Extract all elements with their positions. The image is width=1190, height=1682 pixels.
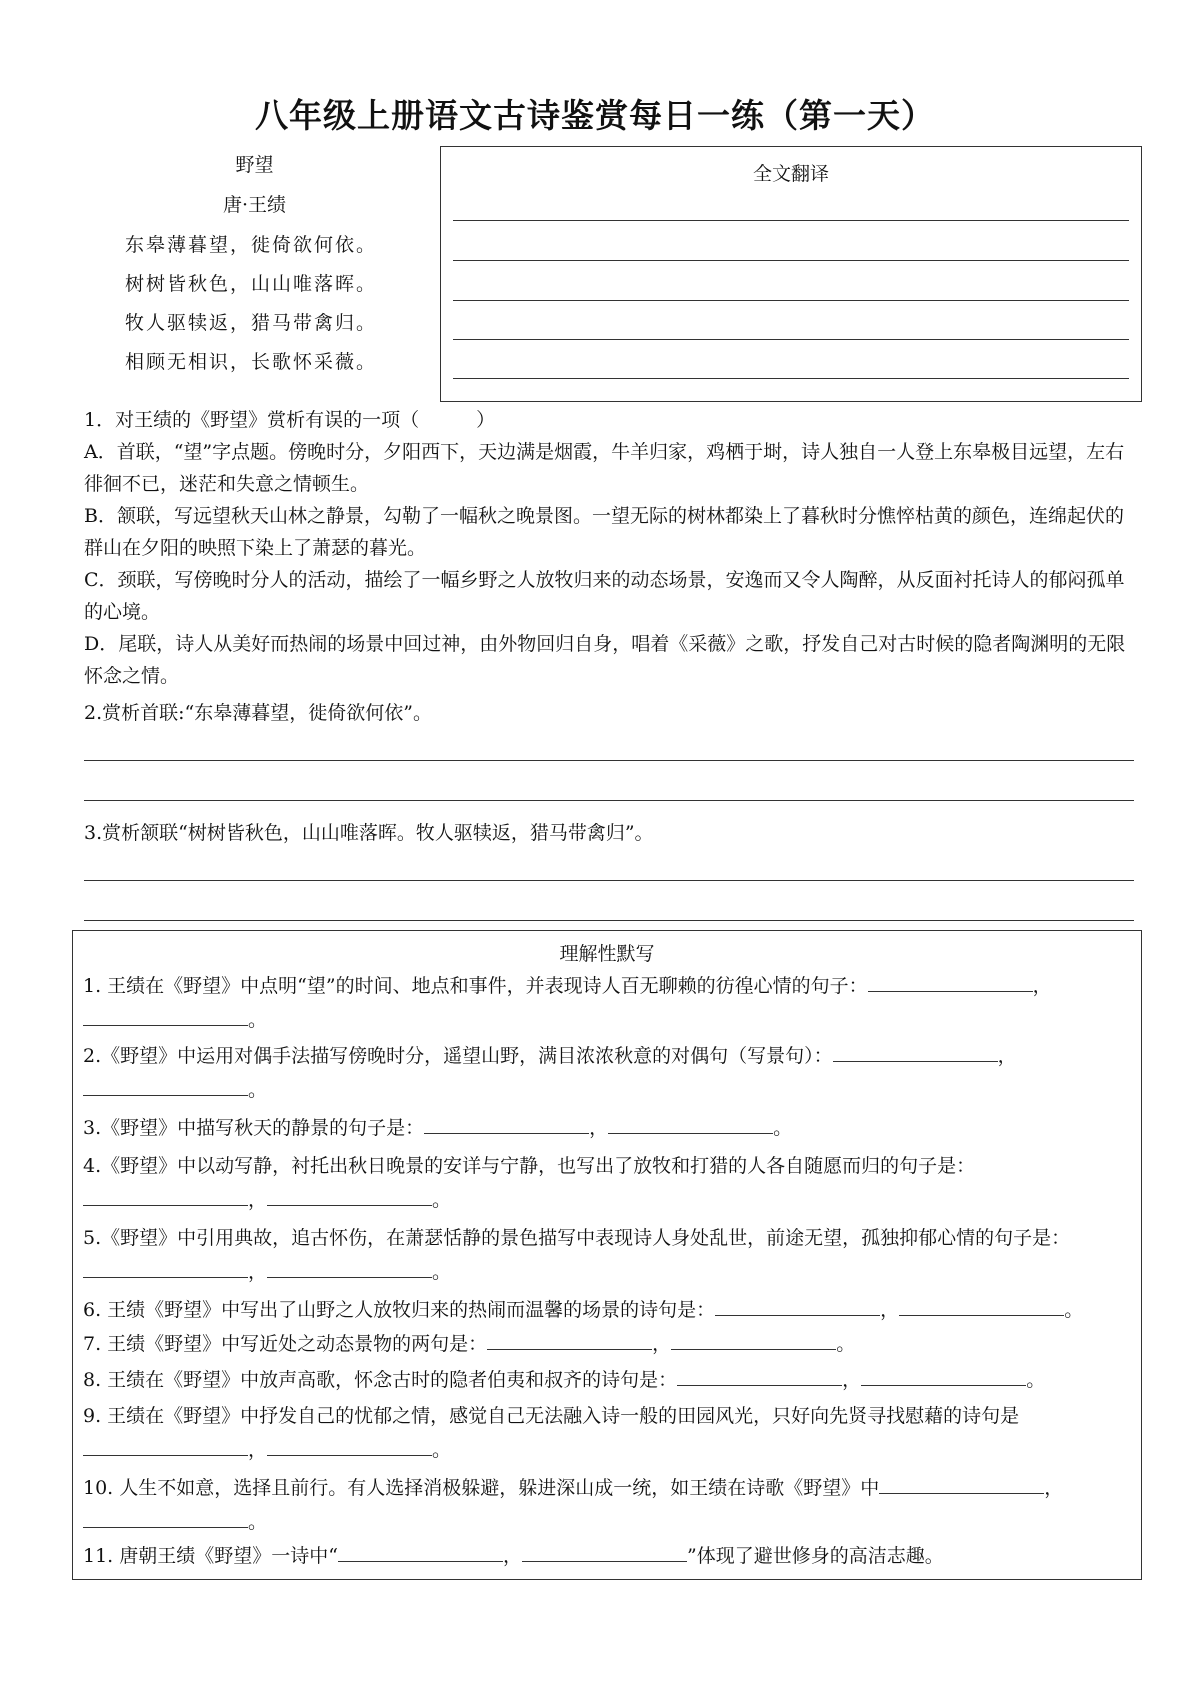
page-title: 八年级上册语文古诗鉴赏每日一练（第一天） — [255, 96, 935, 135]
answer-line[interactable] — [453, 378, 1129, 379]
item-mid: ， — [589, 1117, 609, 1139]
answer-blank[interactable] — [868, 971, 1033, 992]
item-text: 6. 王绩《野望》中写出了山野之人放牧归来的热闹而温馨的场景的诗句是： — [83, 1299, 716, 1321]
item-end: 。 — [432, 1439, 452, 1461]
translation-box — [440, 146, 1142, 402]
answer-blank[interactable] — [83, 1435, 248, 1456]
poem-line: 相顾无相识，长歌怀采薇。 — [125, 351, 378, 373]
dictation-item-10 — [83, 1471, 1133, 1539]
dictation-item-8 — [83, 1363, 1133, 1397]
item-end: 。 — [248, 1511, 268, 1533]
question-2: 2.赏析首联:“东皋薄暮望，徙倚欲何依”。 — [84, 702, 432, 724]
answer-blank[interactable] — [83, 1185, 248, 1206]
option-c: C．颈联，写傍晚时分人的活动，描绘了一幅乡野之人放牧归来的动态场景，安逸而又令人陶醉，从反面衬托诗人的郁闷孤单的心境。 — [84, 569, 1125, 623]
answer-blank[interactable] — [487, 1329, 652, 1350]
answer-line[interactable] — [84, 760, 1134, 761]
item-mid: ， — [652, 1333, 672, 1355]
question-1-stem: 1．对王绩的《野望》赏析有误的一项（ ） — [84, 409, 496, 431]
item-end: 。 — [432, 1261, 452, 1283]
question-1 — [84, 404, 1132, 692]
answer-blank[interactable] — [879, 1473, 1044, 1494]
dictation-item-9 — [83, 1399, 1133, 1467]
answer-line[interactable] — [453, 339, 1129, 340]
item-end: 。 — [248, 1009, 268, 1031]
item-end: 。 — [773, 1117, 793, 1139]
item-mid: ， — [880, 1299, 900, 1321]
item-mid: ， — [1032, 975, 1052, 997]
item-end: 。 — [248, 1079, 268, 1101]
dictation-item-2 — [83, 1039, 1133, 1107]
answer-blank[interactable] — [608, 1113, 773, 1134]
dictation-item-3 — [83, 1111, 1133, 1145]
item-mid: ， — [248, 1261, 268, 1283]
option-d: D．尾联，诗人从美好而热闹的场景中回过神，由外物回归自身，唱着《采薇》之歌，抒发自己对古时候的隐者陶渊明的无限怀念之情。 — [84, 633, 1126, 687]
item-text: 9. 王绩在《野望》中抒发自己的忧郁之情，感觉自己无法融入诗一般的田园风光，只好向先贤寻找慰藉的诗句是 — [83, 1405, 1020, 1427]
item-mid: ， — [997, 1045, 1017, 1067]
answer-blank[interactable] — [267, 1185, 432, 1206]
question-3: 3.赏析颔联“树树皆秋色，山山唯落晖。牧人驱犊返，猎马带禽归”。 — [84, 822, 654, 844]
answer-blank[interactable] — [424, 1113, 589, 1134]
item-mid: ， — [248, 1439, 268, 1461]
answer-blank[interactable] — [677, 1365, 842, 1386]
poem-line: 树树皆秋色，山山唯落晖。 — [125, 273, 378, 295]
option-b: B．颔联，写远望秋天山林之静景，勾勒了一幅秋之晚景图。一望无际的树林都染上了暮秋时分憔悴枯黄的颜色，连绵起伏的群山在夕阳的映照下染上了萧瑟的暮光。 — [84, 505, 1124, 559]
dictation-item-7 — [83, 1327, 1133, 1361]
answer-blank[interactable] — [833, 1041, 998, 1062]
answer-line[interactable] — [84, 800, 1134, 801]
answer-blank[interactable] — [715, 1295, 880, 1316]
poem-line: 牧人驱犊返，猎马带禽归。 — [125, 312, 378, 334]
dictation-item-6 — [83, 1293, 1133, 1327]
answer-blank[interactable] — [267, 1435, 432, 1456]
answer-blank[interactable] — [899, 1295, 1064, 1316]
dictation-item-5 — [83, 1221, 1133, 1289]
answer-blank[interactable] — [338, 1541, 503, 1562]
answer-line[interactable] — [453, 300, 1129, 301]
item-mid: ， — [502, 1545, 522, 1567]
dictation-item-4 — [83, 1149, 1133, 1217]
dictation-item-11 — [83, 1539, 1133, 1573]
item-end: 。 — [1064, 1299, 1084, 1321]
item-end: 。 — [432, 1189, 452, 1211]
item-text: 8. 王绩在《野望》中放声高歌，怀念古时的隐者伯夷和叔齐的诗句是： — [83, 1369, 678, 1391]
item-mid: ， — [248, 1189, 268, 1211]
item-mid: ， — [842, 1369, 862, 1391]
dictation-header: 理解性默写 — [559, 943, 655, 965]
answer-line[interactable] — [453, 220, 1129, 221]
dictation-box — [72, 930, 1142, 1580]
item-text: 4.《野望》中以动写静，衬托出秋日晚景的安详与宁静，也写出了放牧和打猎的人各自随愿而归的句子是： — [83, 1155, 976, 1177]
item-text: 3.《野望》中描写秋天的静景的句子是： — [83, 1117, 425, 1139]
answer-blank[interactable] — [83, 1257, 248, 1278]
answer-blank[interactable] — [861, 1365, 1026, 1386]
poem-author: 唐·王绩 — [222, 194, 287, 216]
item-text: 1. 王绩在《野望》中点明“望”的时间、地点和事件，并表现诗人百无聊赖的彷徨心情的句子： — [83, 975, 868, 997]
item-end: 。 — [836, 1333, 856, 1355]
option-a: A．首联，“望”字点题。傍晚时分，夕阳西下，天边满是烟霞，牛羊归家，鸡栖于埘，诗人独自一人登上东皋极目远望，左右徘徊不已，迷茫和失意之情顿生。 — [84, 441, 1125, 495]
item-end: ”体现了避世修身的高洁志趣。 — [687, 1545, 944, 1567]
answer-line[interactable] — [84, 880, 1134, 881]
item-text: 10. 人生不如意，选择且前行。有人选择消极躲避，躲进深山成一统，如王绩在诗歌《野望》中 — [83, 1477, 880, 1499]
poem-line: 东皋薄暮望，徙倚欲何依。 — [125, 234, 378, 256]
answer-blank[interactable] — [83, 1005, 248, 1026]
item-end: 。 — [1026, 1369, 1046, 1391]
answer-blank[interactable] — [671, 1329, 836, 1350]
answer-blank[interactable] — [83, 1507, 248, 1528]
answer-line[interactable] — [453, 260, 1129, 261]
answer-blank[interactable] — [83, 1075, 248, 1096]
item-text: 11. 唐朝王绩《野望》一诗中“ — [83, 1545, 338, 1567]
dictation-item-1 — [83, 969, 1133, 1037]
item-text: 7. 王绩《野望》中写近处之动态景物的两句是： — [83, 1333, 488, 1355]
answer-line[interactable] — [84, 920, 1134, 921]
answer-blank[interactable] — [522, 1541, 687, 1562]
answer-blank[interactable] — [267, 1257, 432, 1278]
translation-header: 全文翻译 — [752, 163, 829, 185]
poem-title: 野望 — [235, 154, 274, 176]
item-text: 2.《野望》中运用对偶手法描写傍晚时分，遥望山野，满目浓浓秋意的对偶句（写景句）： — [83, 1045, 833, 1067]
item-text: 5.《野望》中引用典故，追古怀伤，在萧瑟恬静的景色描写中表现诗人身处乱世，前途无望，孤独抑郁心情的句子是： — [83, 1227, 1071, 1249]
item-mid: ， — [1044, 1477, 1064, 1499]
